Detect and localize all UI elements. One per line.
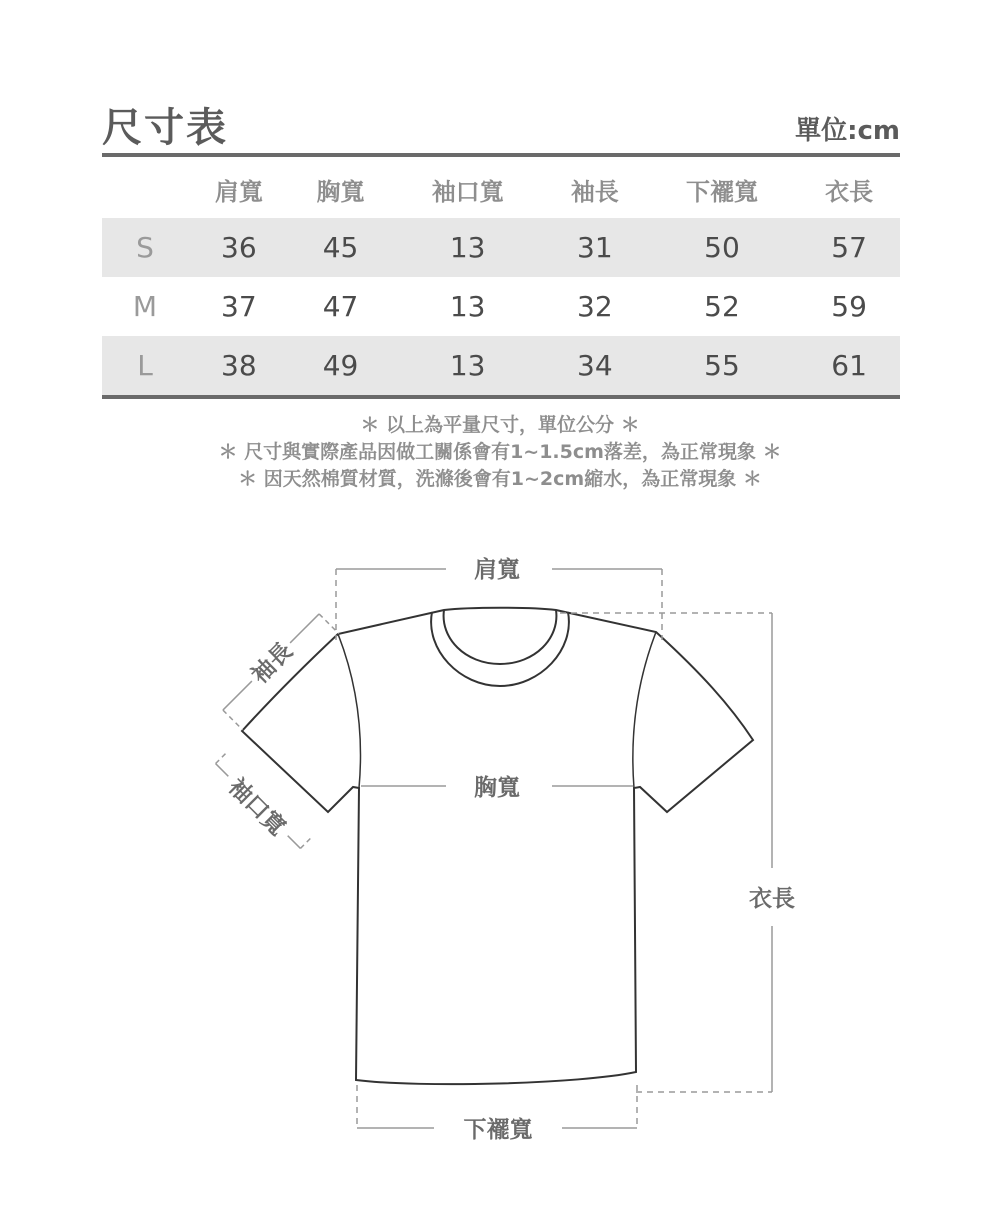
table-cell: 61 <box>798 336 900 395</box>
table-cell: 31 <box>544 218 646 277</box>
column-header-body-length: 衣長 <box>825 177 874 206</box>
unit-label: 單位:cm <box>795 116 900 146</box>
table-cell: 55 <box>646 336 799 395</box>
size-label-cell: M <box>132 290 158 323</box>
table-cell: 59 <box>831 290 867 323</box>
column-header-chest: 胸寬 <box>316 177 365 206</box>
table-cell: 57 <box>798 218 900 277</box>
page-title: 尺寸表 <box>102 105 228 151</box>
note-line: ＊ 尺寸與實際產品因做工關係會有1~1.5cm落差，為正常現象 ＊ <box>218 441 782 463</box>
table-cell: 13 <box>391 336 544 395</box>
table-cell: 13 <box>391 218 544 277</box>
chest-width-label: 胸寬 <box>474 775 520 801</box>
cuff-width-label: 袖口寬 <box>222 773 291 842</box>
table-cell: 47 <box>322 290 359 323</box>
hem-width-label: 下襬寬 <box>463 1117 533 1143</box>
shoulder-width-label: 肩寬 <box>474 557 520 583</box>
table-cell: 37 <box>221 290 257 323</box>
table-cell: 52 <box>704 290 740 323</box>
column-header-hem: 下襬寬 <box>685 177 758 206</box>
tshirt-outline <box>242 608 753 1084</box>
sleeve-length-label: 袖長 <box>246 637 298 689</box>
column-header-cuff: 袖口寬 <box>431 177 504 206</box>
table-cell: 32 <box>577 290 613 323</box>
table-cell: 45 <box>290 218 392 277</box>
note-line: ＊ 因天然棉質材質，洗滌後會有1~2cm縮水，為正常現象 ＊ <box>238 468 762 490</box>
table-cell: 34 <box>544 336 646 395</box>
table-cell: 50 <box>646 218 799 277</box>
column-header-shoulder: 肩寬 <box>214 177 263 206</box>
table-cell: 38 <box>188 336 290 395</box>
size-label-cell: S <box>102 218 188 277</box>
size-label-cell: L <box>102 336 188 395</box>
note-line: ＊ 以上為平量尺寸，單位公分 ＊ <box>360 414 640 436</box>
table-cell: 36 <box>188 218 290 277</box>
body-length-label: 衣長 <box>749 886 795 912</box>
table-cell: 13 <box>449 290 486 323</box>
table-cell: 49 <box>290 336 392 395</box>
column-header-sleeve-length: 袖長 <box>570 177 619 206</box>
